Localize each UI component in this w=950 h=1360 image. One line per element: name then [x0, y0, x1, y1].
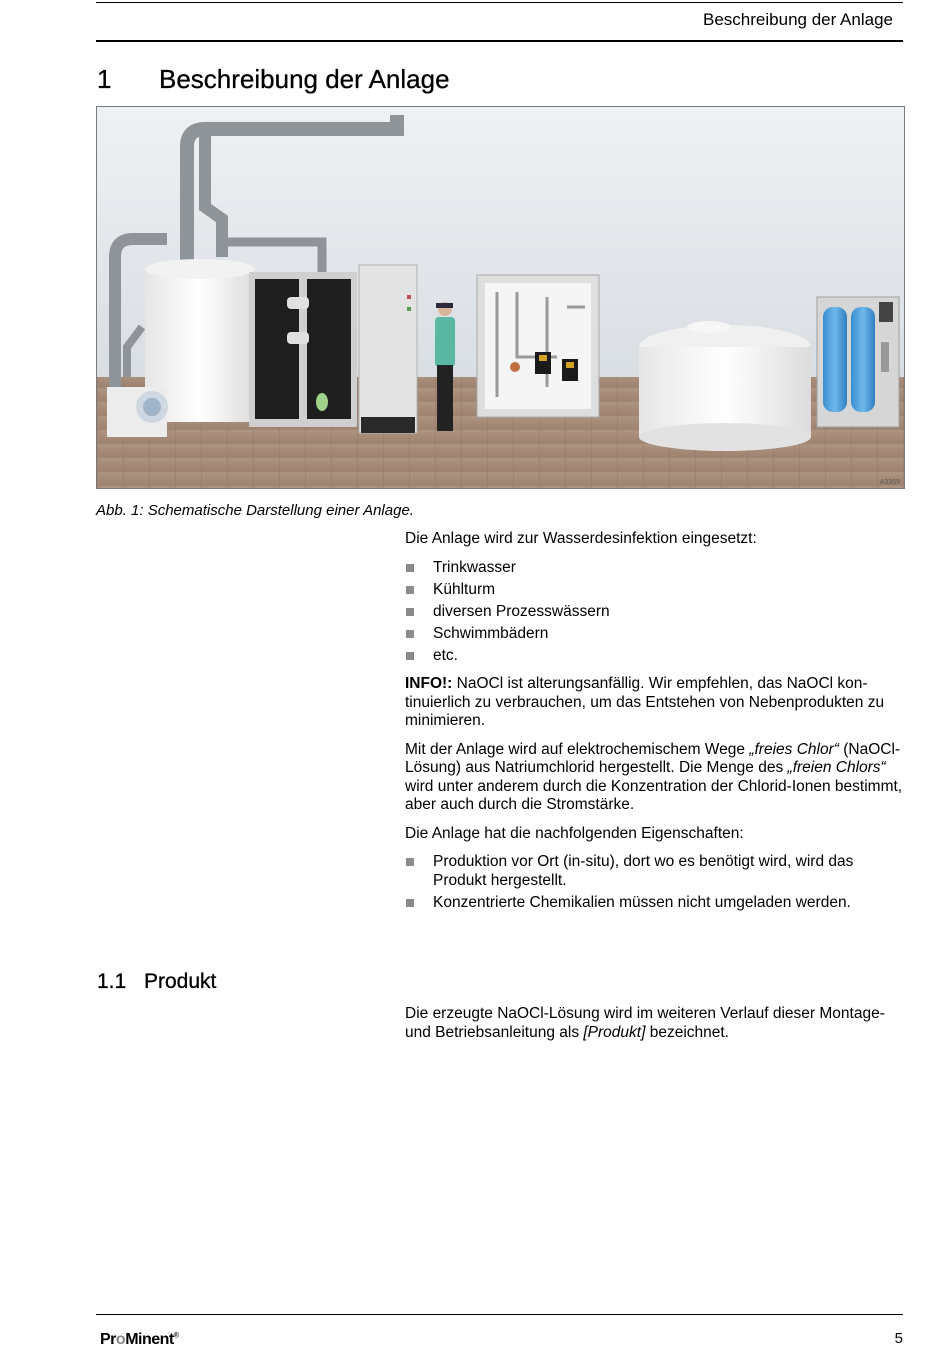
bullet-square	[406, 586, 414, 594]
list-item: Produktion vor Ort (in-situ), dort wo es benötigt wird, wird das Produkt hergestellt.	[405, 853, 905, 890]
figure-code: A3359	[879, 479, 900, 486]
prominent-logo: ProMinent®	[100, 1331, 179, 1348]
chapter-number: 1	[97, 64, 112, 94]
info-note	[405, 675, 905, 731]
term-free-chlorine-genitive: „freien Chlors“	[787, 759, 886, 777]
section-title: Produkt	[144, 970, 217, 993]
bullet-square	[406, 858, 414, 866]
bullet-square	[406, 899, 414, 907]
chapter-title: Beschreibung der Anlage	[159, 64, 450, 94]
description-block	[405, 530, 905, 912]
header-rule	[96, 40, 903, 42]
term-product: [Produkt]	[583, 1023, 646, 1041]
list-item: Konzentrierte Chemikalien müssen nicht umgeladen werden.	[405, 894, 905, 913]
figure-caption: Abb. 1: Schematische Darstellung einer Anlage.	[96, 502, 414, 519]
bullet-square	[406, 652, 414, 660]
product-paragraph: Die erzeugte NaOCl-Lösung wird im weiteren Verlauf dieser Montage- und Betriebsanleitung als [Produkt] bezeichnet.	[405, 1005, 885, 1041]
running-header: Beschreibung der Anlage	[703, 10, 893, 29]
list-item: Kühlturm	[405, 581, 905, 600]
footer-rule	[96, 1314, 903, 1315]
plant-rendering	[97, 107, 904, 488]
term-free-chlorine: „freies Chlor“	[749, 740, 839, 758]
info-text: NaOCl ist alterungsanfällig. Wir empfehlen, das NaOCl kontinuierlich zu verbrauchen, um das Entstehen von Nebenprodukten zu minimieren.	[405, 675, 885, 730]
section-number: 1.1	[97, 970, 127, 993]
list-item: diversen Prozesswässern	[405, 603, 905, 622]
list-item: Trinkwasser	[405, 559, 905, 578]
top-rule	[96, 2, 903, 3]
section-heading	[97, 970, 216, 994]
bullet-square	[406, 564, 414, 572]
properties-intro: Die Anlage hat die nachfolgenden Eigenschaften:	[405, 824, 744, 842]
bullet-square	[406, 630, 414, 638]
chemistry-paragraph: Mit der Anlage wird auf elektrochemischem Wege „freies Chlor“ (NaOCl-Lösung) aus Natriumchlorid hergestellt. Die Menge des „freien Chlors“ wird unter anderem durch die Konzentration der Chlorid-Ionen bestimmt, aber auch durch die Stromstärke.	[405, 740, 903, 814]
list-item: etc.	[405, 647, 905, 666]
product-block	[405, 1005, 905, 1042]
list-item: Schwimmbädern	[405, 625, 905, 644]
intro-paragraph: Die Anlage wird zur Wasserdesinfektion eingesetzt:	[405, 530, 757, 547]
page-number: 5	[894, 1330, 903, 1347]
bullet-square	[406, 608, 414, 616]
uses-list	[405, 559, 905, 666]
system-illustration	[96, 106, 905, 489]
properties-list	[405, 853, 905, 912]
chapter-heading	[97, 64, 450, 95]
info-label: INFO!:	[405, 675, 453, 693]
